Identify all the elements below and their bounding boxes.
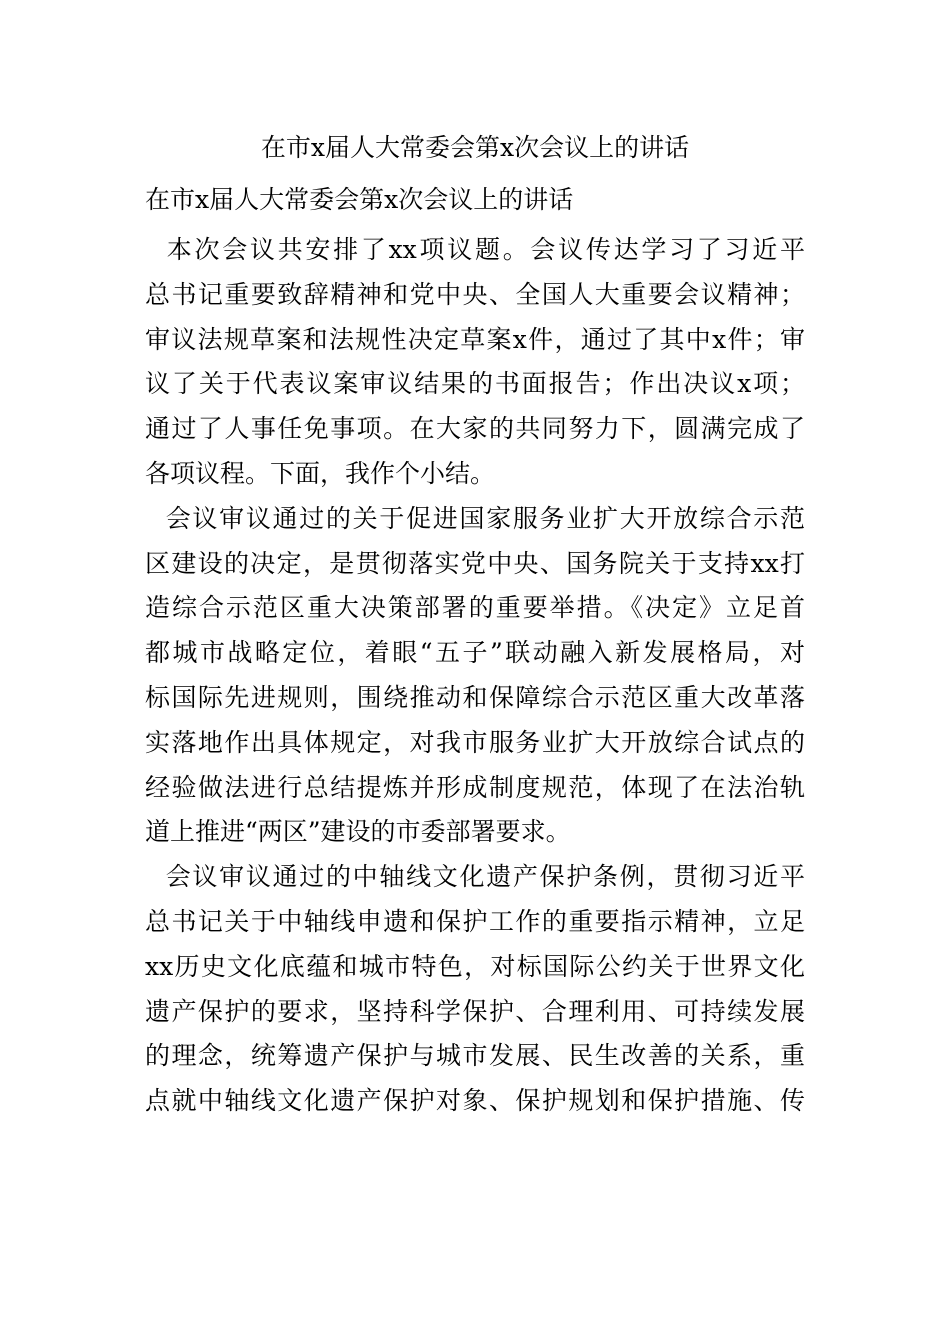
text-line: 经验做法进行总结提炼并形成制度规范，体现了在法治轨 <box>145 772 805 802</box>
text-line: 本次会议共安排了xx项议题。会议传达学习了习近平 <box>139 235 805 264</box>
text-line: 都城市战略定位，着眼“五子”联动融入新发展格局，对 <box>145 638 805 668</box>
text-line: 区建设的决定，是贯彻落实党中央、国务院关于支持xx打 <box>145 548 805 578</box>
text-line: 造综合示范区重大决策部署的重要举措。《决定》立足首 <box>145 593 805 623</box>
text-line: 遗产保护的要求，坚持科学保护、合理利用、可持续发展 <box>145 996 805 1026</box>
text-line: 总书记重要致辞精神和党中央、全国人大重要会议精神； <box>145 279 805 309</box>
text-line: 会议审议通过的关于促进国家服务业扩大开放综合示范 <box>139 503 805 533</box>
paragraph-3 <box>139 859 805 1128</box>
document-subtitle: 在市x届人大常委会第x次会议上的讲话 <box>145 185 574 214</box>
text-line: 议了关于代表议案审议结果的书面报告；作出决议x项； <box>145 369 805 399</box>
paragraph-1 <box>139 232 805 501</box>
document-title: 在市x届人大常委会第x次会议上的讲话 <box>260 133 690 162</box>
text-line: 的理念，统筹遗产保护与城市发展、民生改善的关系，重 <box>145 1041 805 1071</box>
text-line: 审议法规草案和法规性决定草案x件，通过了其中x件；审 <box>145 324 805 354</box>
text-line: 道上推进“两区”建设的市委部署要求。 <box>145 817 571 847</box>
text-line: 总书记关于中轴线申遗和保护工作的重要指示精神，立足 <box>145 906 805 936</box>
document-body <box>139 232 805 1128</box>
text-line: 实落地作出具体规定，对我市服务业扩大开放综合试点的 <box>145 727 805 757</box>
text-line: 会议审议通过的中轴线文化遗产保护条例，贯彻习近平 <box>139 862 805 892</box>
text-line: 标国际先进规则，围绕推动和保障综合示范区重大改革落 <box>145 682 805 712</box>
text-line: 点就中轴线文化遗产保护对象、保护规划和保护措施、传 <box>145 1086 805 1116</box>
text-line: 各项议程。下面，我作个小结。 <box>145 458 496 488</box>
text-line: xx历史文化底蕴和城市特色，对标国际公约关于世界文化 <box>145 951 805 981</box>
text-line: 通过了人事任免事项。在大家的共同努力下，圆满完成了 <box>145 414 805 444</box>
paragraph-2 <box>139 501 805 859</box>
